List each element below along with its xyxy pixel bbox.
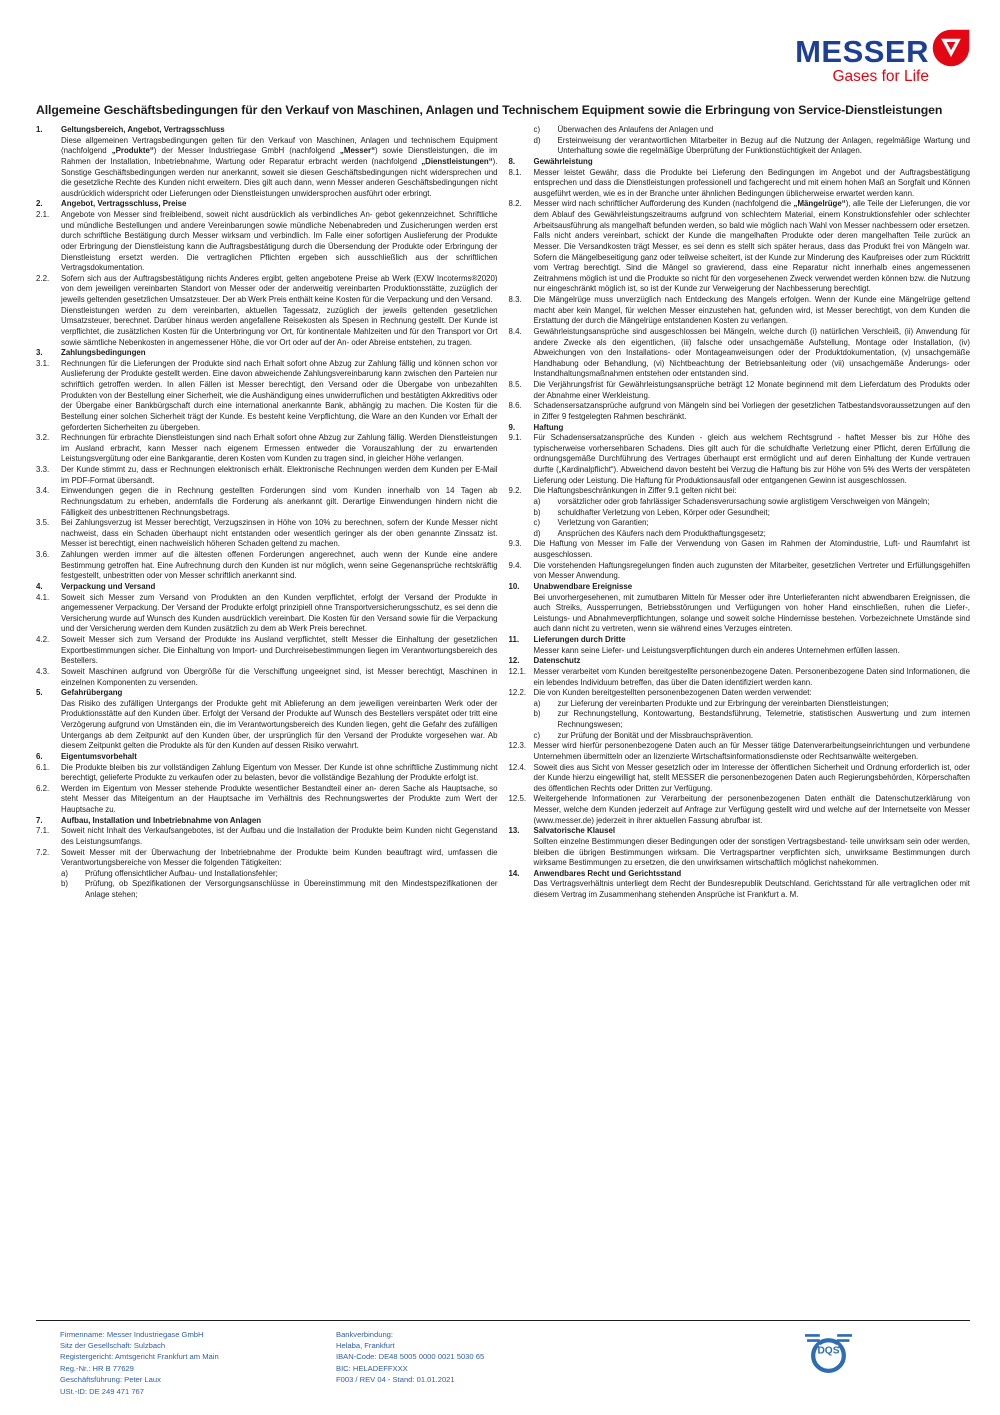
clause-block	[509, 731, 971, 742]
clause-block	[509, 826, 971, 837]
clause-text: Haftung	[533, 422, 564, 432]
clause-number: 2.2.	[36, 273, 50, 283]
clause-number: d)	[533, 135, 541, 145]
clause-text: Zahlungen werden immer auf die ältesten offenen Forderungen angerechnet, auch wenn der Kunde eine andere Bestimmung getroffen hat. Eine Aufrechnung durch den Kunden ist nur möglich, wenn seine Gegenansprüche rechtskräftig festgestellt, unbestritten oder von Messer schriftlich anerkannt sind.	[61, 550, 498, 581]
footer-company-line: Geschäftsführung: Peter Laux	[60, 1375, 161, 1385]
clause-number: 2.	[36, 199, 43, 209]
footer-company-line: Firmenname: Messer Industriegase GmbH	[60, 1329, 204, 1339]
clause-number: 9.3.	[508, 539, 522, 549]
clause-block	[509, 157, 971, 168]
clause-block	[509, 295, 971, 327]
clause-text: Die Mängelrüge muss unverzüglich nach Entdeckung des Mangels erfolgen. Wenn der Kunde eine Mängelrüge geltend macht aber kein Mangel, für welchen Messer einzustehen hat, gefunden wird, ist Messer berechtigt, von dem Kunden die Erstattung der durch die Mängelrüge entstandenen Kosten zu verlangen.	[533, 295, 970, 326]
clause-text: Diese allgemeinen Vertragsbedingungen gelten für den Verkauf von Maschinen, Anlagen und technischem Equipment (nachfolgend „Produkte“) der Messer Industriegase GmbH (nachfolgend „Messer“) sowie Dienstleistungen, die im Rahmen der Installation, Inbetriebnahme, Wartung oder Reparatur erbracht werden (nachfolgend „Dienstleistungen“). Sonstige Geschäftsbedingungen werden nur anerkannt, soweit sie diesen Geschäftsbedingungen nicht widersprechen und die gesetzliche Rechte des Kunden nicht erweitern. Dies gilt auch dann, wenn Messer anderen Geschäftsbedingungen nicht ausdrücklich widerspricht oder Lieferungen oder Dienstleistungen unwidersprochen ausführt oder erbringt.	[61, 135, 498, 198]
clause-text: Das Vertragsverhältnis unterliegt dem Recht der Bundesrepublik Deutschland. Gerichtsstand für alle vertraglichen oder mit diesem Vertrag im Zusammenhang stehenden Ansprüche ist Frankfurt a. M.	[533, 879, 970, 899]
clause-text: Messer leistet Gewähr, dass die Produkte bei Lieferung den Bedingungen im Angebot und der Auftragsbestätigung entsprechen und dass die Dienstleistungen professionell und fachgerecht und mit einem hohen Maß an Sorgfalt und Können ausgeführt werden, wie es in der Branche unter ähnlichen Bedingungen üblicherweise erwartet werden kann.	[533, 167, 970, 198]
clause-number: 13.	[508, 826, 520, 836]
clause-block	[36, 763, 498, 784]
clause-number: 9.2.	[508, 486, 522, 496]
clause-text: Soweit dies aus Sicht von Messer gesetzlich oder im Interesse der öffentlichen Sicherheit und Ordnung erforderlich ist, oder der Kunde hierzu eingewilligt hat, stellt MESSER die personenbezogenen Daten auch Regierungsbehörden, Körperschaften des öffentlichen Rechts oder Dritten zur Verfügung.	[533, 762, 970, 793]
footer-bank-line: IBAN-Code: DE48 5005 0000 0021 5030 65	[336, 1352, 485, 1362]
clause-block	[36, 306, 498, 349]
clause-text: Dienstleistungen werden zu dem vereinbarten, aktuellen Tagessatz, zuzüglich der jeweils geltenden gesetzlichen Umsatzsteuer, berechnet. Darüber hinaus werden angefallene Reisekosten als Spesen in Rechnung gestellt. Der Kunde ist verpflichtet, die zusätzlichen Kosten für die Unterbringung vor Ort, für kontinentale Mahlzeiten und für den Transport vor Ort sowie sämtliche Nebenkosten in angemessener Höhe, die vor Ort oder auf der An- oder Abreise entstehen, zu tragen.	[61, 305, 498, 347]
clause-block	[509, 497, 971, 508]
clause-block	[36, 274, 498, 306]
footer-bank-line: F003 / REV 04 - Stand: 01.01.2021	[336, 1375, 455, 1385]
clause-block	[36, 486, 498, 518]
clause-number: 3.5.	[36, 518, 50, 528]
clause-text: Salvatorische Klausel	[533, 826, 616, 836]
dqs-certification-seal-icon	[805, 1329, 852, 1376]
clause-number: 3.4.	[36, 486, 50, 496]
clause-number: a)	[533, 496, 541, 506]
clause-block	[36, 582, 498, 593]
clause-text: Rechnungen für erbrachte Dienstleistungen sind nach Erhalt sofort ohne Abzug zur Zahlung fällig. Werden Dienstleistungen im Ausland erbracht, kann Messer nach eigenem Ermessen entweder die Vorauszahlung der zu erwartenden Leistungsvergütung oder eine Bankgarantie, deren Kosten vom Kunden zu tragen sind, in gleicher Höhe verlangen.	[61, 433, 498, 464]
clause-text: Der Kunde stimmt zu, dass er Rechnungen elektronisch erhält. Elektronische Rechnungen werden dem Kunden per E-Mail im PDF-Format übersandt.	[61, 465, 498, 485]
clause-text: Messer kann seine Liefer- und Leistungsverpflichtungen durch ein anderes Unternehmen erfüllen lassen.	[533, 645, 900, 655]
clause-text: Bei unvorhergesehenen, mit zumutbaren Mitteln für Messer oder ihre Unterlieferanten nicht abwendbaren Ereignissen, die auch Streiks, Aussperrungen, Betriebsstörungen und Verfügungen von hoher Hand einschließen, ruhen die Liefer-, Leistungs- und Abnahmeverpflichtungen, solange und soweit solche Hindernisse bestehen. Vorbezeichnete Umstände sind auch dann nicht zu vertreten, wenn sie während eines Verzuges eintreten.	[533, 592, 970, 634]
clause-block	[509, 709, 971, 730]
clause-number: 10.	[508, 581, 520, 591]
clause-block	[509, 518, 971, 529]
document-body	[36, 125, 970, 1320]
clause-block	[36, 465, 498, 486]
clause-number: 4.3.	[36, 666, 50, 676]
clause-text: Bei Zahlungsverzug ist Messer berechtigt, Verzugszinsen in Höhe von 10% zu berechnen, sofern der Kunde Messer nicht nachweist, dass ein Schaden überhaupt nicht entstanden oder wesentlich geringer als der oben genannte Zinssatz ist. Messer ist berechtigt, einen nachweislich höheren Schaden geltend zu machen.	[61, 518, 498, 549]
page-footer	[36, 1320, 970, 1397]
clause-number: a)	[61, 868, 69, 878]
clause-block	[509, 688, 971, 699]
clause-block	[509, 199, 971, 295]
footer-company-info	[60, 1329, 336, 1397]
clause-number: 8.6.	[508, 401, 522, 411]
clause-number: 12.4.	[508, 762, 527, 772]
clause-number: 4.1.	[36, 592, 50, 602]
clause-text: Datenschutz	[533, 656, 581, 666]
clause-text: Gewährleistungsansprüche sind ausgeschlossen bei Mängeln, welche durch (i) natürlichen Verschleiß, (ii) Anwendung für andere Zwecke als den eigentlichen, (iii) falsche oder unsachgemäße Aufstellung, Montage oder Installation, (iv) Abweichungen von den Installations- oder Montageanweisungen oder der Produktdokumentation, (v) unsachgemäße Handhabung oder Behandlung, (vi) Nichtbeachtung der Betriebsanleitung oder (vii) unsachgemäße Änderungs- oder Instandhaltungsmaßnahmen entstehen oder entstanden sind.	[533, 326, 970, 379]
clause-number: 8.5.	[508, 380, 522, 389]
clause-text: Werden im Eigentum von Messer stehende Produkte wesentlicher Bestandteil einer an- deren Sache als Hauptsache, so steht Messer das Miteigentum an der Hauptsache im Verhältnis des Rechnungswertes der Produkte zum Wert der Hauptsache zu.	[61, 783, 498, 814]
clause-block	[509, 561, 971, 582]
clause-block	[36, 518, 498, 550]
clause-block	[509, 879, 971, 900]
clause-text: Weitergehende Informationen zur Verarbeitung der personenbezogenen Daten enthält die Datenschutzerklärung von Messer, welche dem Kunden jederzeit auf Anfrage zur Verfügung gestellt wird und welche auf der Internetseite von Messer (www.messer.de) jederzeit in ihrer aktuellen Fassung abrufbar ist.	[533, 794, 970, 825]
messer-triangle-emblem-icon	[932, 29, 970, 67]
clause-number: 12.3.	[508, 741, 527, 751]
clause-block	[509, 869, 971, 880]
clause-block	[36, 210, 498, 274]
clause-number: d)	[533, 528, 541, 538]
clause-text: Angebote von Messer sind freibleibend, soweit nicht ausdrücklich als verbindliches An- gebot gekennzeichnet. Schriftliche und mündliche Bestellungen und andere Vereinbarungen sowie mündliche Nebenabreden und Zusicherungen werden erst durch schriftliche Bestätigung durch Messer wirksam und verbindlich. Im Falle einer sofortigen Auslieferung der Produkte oder Erbringung der Dienstleistung kann die Auftragsbestätigung durch die Übersendung der Produkte oder Erbringung der Dienstleistung ersetzt werden. Die vertraglichen Pflichten ergeben sich ausschließlich aus der schriftlichen Vertragsdokumentation.	[61, 210, 498, 273]
clause-block	[36, 699, 498, 752]
clause-text: Anwendbares Recht und Gerichtsstand	[533, 868, 682, 878]
clause-block	[509, 699, 971, 710]
clause-text: Prüfung offensichtlicher Aufbau- und Installationsfehler;	[85, 868, 278, 878]
clause-number: 12.5.	[508, 794, 527, 804]
clause-text: Sollten einzelne Bestimmungen dieser Bedingungen oder der sonstigen Vertragsbestand- teile unwirksam sein oder werden, bleiben die übrigen Bestimmungen wirksam. Die Vertragspartner verpflichten sich, unwirksame Bestimmungen durch wirksame Bestimmungen zu ersetzen, die den unwirksamen wirtschaftlich möglichst nahekommen.	[533, 836, 970, 868]
clause-text: Prüfung, ob Spezifikationen der Versorgungsanschlüsse in Übereinstimmung mit den Mindestspezifikationen der Anlage stehen;	[85, 879, 498, 899]
clause-number: 6.1.	[36, 762, 50, 772]
messer-logo-tagline: Gases for Life	[832, 68, 929, 85]
clause-text: Überwachen des Anlaufens der Anlagen und	[557, 125, 714, 134]
clause-text: Die Verjährungsfrist für Gewährleistungsansprüche beträgt 12 Monate beginnend mit dem Lieferdatum des Produkts oder der Abnahme einer Werkleistung.	[533, 380, 970, 400]
clause-number: 5.	[36, 688, 43, 698]
clause-block	[36, 816, 498, 827]
clause-block	[36, 433, 498, 465]
svg-text:DQS: DQS	[817, 1345, 840, 1357]
clause-text: Angebot, Vertragsschluss, Preise	[61, 199, 187, 209]
footer-bank-info	[336, 1329, 484, 1397]
clause-number: 12.	[508, 656, 520, 666]
clause-block	[509, 667, 971, 688]
clause-block	[509, 593, 971, 636]
clause-text: Gewährleistung	[533, 156, 593, 166]
footer-bank-line: BIC: HELADEFFXXX	[336, 1363, 408, 1373]
clause-number: 7.2.	[36, 847, 50, 857]
clause-block	[509, 646, 971, 657]
clause-text: zur Lieferung der vereinbarten Produkte und zur Erbringung der vereinbarten Dienstleistungen;	[557, 698, 889, 708]
clause-block	[509, 539, 971, 560]
clause-block	[509, 763, 971, 795]
footer-company-line: Sitz der Gesellschaft: Sulzbach	[60, 1341, 166, 1351]
clause-text: Sofern sich aus der Auftragsbestätigung nichts Anderes ergibt, gelten angebotene Preise ab Werk (EXW Incoterms®2020) von dem jeweiligen vereinbarten Standort von Messer oder der anderweitig vereinbarten Produktionsstätte, zuzüglich der jeweils geltenden gesetzlichen Umsatzsteuer. Der ab Werk Preis enthält keine Kosten für die Verpackung und den Versand.	[61, 273, 498, 304]
clause-number: b)	[533, 507, 541, 517]
clause-block	[509, 433, 971, 486]
clause-number: 6.2.	[36, 783, 50, 793]
footer-bank-line: Helaba, Frankfurt	[336, 1341, 395, 1351]
clause-text: Soweit Messer mit der Überwachung der Inbetriebnahme der Produkte beim Kunden beauftragt wird, umfassen die Verantwortungsbereiche von Messer die folgenden Tätigkeiten:	[61, 847, 498, 868]
clause-block	[36, 199, 498, 210]
clause-number: 8.	[508, 156, 516, 166]
clause-block	[509, 741, 971, 762]
clause-text: Aufbau, Installation und Inbetriebnahme von Anlagen	[61, 815, 262, 825]
clause-block	[509, 380, 971, 401]
clause-block	[36, 752, 498, 763]
clause-number: b)	[533, 709, 541, 719]
clause-number: 8.3.	[508, 295, 522, 304]
clause-text: Rechnungen für die Lieferungen der Produkte sind nach Erhalt sofort ohne Abzug zur Zahlung fällig und können schon vor Auslieferung der Produkte gestellt werden. Eine davon abweichende Zahlungsvereinbarung kann zwischen den Parteien nur schriftlich getroffen werden. In allen Fällen ist Messer berechtigt, den Versand oder die Übergabe von unbezahlten Produkten von der Bestellung einer Sicherheit, wie die Aushändigung eines unwiderruflichen und bestätigten Akkreditivs oder der Übergabe einer Bankbürgschaft durch eine international anerkannte Bank, abhängig zu machen. Die Kosten für die Bestellung einer solchen Sicherheit trägt der Kunde. Es besteht keine Verpflichtung, die Ware an den Kunden vor Erhalt der geforderten Sicherheiten zu übergeben.	[61, 358, 498, 432]
clause-text: Die Haftung von Messer im Falle der Verwendung von Gasen im Rahmen der Atomindustrie, Luft- und Raumfahrt ist ausgeschlossen.	[533, 539, 970, 559]
clause-block	[509, 401, 971, 422]
clause-text: Verpackung und Versand	[61, 581, 156, 591]
messer-logo	[795, 36, 970, 94]
clause-number: 14.	[508, 868, 520, 878]
clause-number: 3.1.	[36, 358, 50, 368]
clause-block	[36, 688, 498, 699]
clause-block	[36, 784, 498, 816]
clause-number: 9.1.	[508, 433, 522, 443]
clause-block	[36, 869, 498, 880]
clause-block	[36, 879, 498, 900]
clause-text: vorsätzlicher oder grob fahrlässiger Schadensverursachung sowie arglistigem Verschweigen von Mängeln;	[557, 496, 930, 506]
clause-number: 3.	[36, 348, 43, 358]
clause-text: Die Haftungsbeschränkungen in Ziffer 9.1 gelten nicht bei:	[533, 486, 737, 496]
clause-number: 8.2.	[508, 199, 522, 209]
right-column	[509, 125, 971, 901]
clause-number: 7.	[36, 815, 43, 825]
clause-block	[36, 667, 498, 688]
clause-text: Gefahrübergang	[61, 688, 123, 698]
clause-block	[36, 635, 498, 667]
clause-block	[509, 486, 971, 497]
messer-logo-wordmark: MESSER	[795, 34, 929, 69]
clause-block	[509, 423, 971, 434]
clause-number: 4.2.	[36, 635, 50, 644]
left-column	[36, 125, 498, 901]
clause-number: c)	[533, 518, 541, 528]
clause-number: c)	[533, 125, 541, 134]
clause-text: Lieferungen durch Dritte	[533, 635, 626, 644]
clause-number: 11.	[508, 635, 520, 644]
footer-bank-line: Bankverbindung:	[336, 1329, 393, 1339]
clause-text: Für Schadensersatzansprüche des Kunden - gleich aus welchem Rechtsgrund - haftet Messer bis zur Höhe des typischerweise vorhersehbaren Schadens. Dies gilt auch für die schuldhafte Verletzung einer Pflicht, deren Erfüllung die ordnungsgemäße Durchführung des Vertrages überhaupt erst ermöglicht und auf deren Einhaltung der Kunde vertrauen durfte („Kardinalpflicht“). Abweichend davon besteht bei Verzug die Haftung bis zur Höhe von 5% des Werts der verspäteten Lieferung oder Leistung. Die Haftung für Produktionsausfall oder entgangenen Gewinn ist ausgeschlossen.	[533, 433, 970, 485]
clause-text: Soweit nicht Inhalt des Verkaufsangebotes, ist der Aufbau und die Installation der Produkte beim Kunden nicht Gegenstand des Leistungsumfangs.	[61, 826, 498, 846]
clause-number: 3.3.	[36, 465, 50, 474]
page-header	[36, 36, 970, 94]
clause-text: schuldhafter Verletzung von Leben, Körper oder Gesundheit;	[557, 507, 770, 517]
clause-number: 6.	[36, 751, 43, 761]
clause-block	[36, 550, 498, 582]
clause-block	[509, 508, 971, 519]
clause-text: Die vorstehenden Haftungsregelungen finden auch zugunsten der Mitarbeiter, gesetzlichen Vertreter und Erfüllungsgehilfen von Messer Anwendung.	[533, 560, 970, 581]
clause-text: Ersteinweisung der verantwortlichen Mitarbeiter in Bezug auf die Nutzung der Anlagen, regelmäßige Wartung und Unterhaltung sowie die regelmäßige Überprüfung der Funktionstüchtigkeit der Anlagen.	[557, 135, 970, 156]
clause-number: 9.4.	[508, 560, 522, 570]
clause-text: Messer verarbeitet vom Kunden bereitgestellte personenbezogene Daten. Personenbezogene Daten sind Informationen, die ein lebendes Individuum betreffen, das über die Daten identifiziert werden kann.	[533, 666, 970, 687]
clause-text: Unabwendbare Ereignisse	[533, 581, 633, 591]
clause-block	[509, 136, 971, 157]
clause-number: 8.1.	[508, 167, 522, 177]
clause-block	[509, 582, 971, 593]
clause-block	[509, 125, 971, 136]
clause-text: Soweit sich Messer zum Versand von Produkten an den Kunden verpflichtet, erfolgt der Versand der Produkte in angemessener Verpackung. Der Versand der Produkte erfolgt prinzipiell ohne Transportversicherungsschutz, es sei denn die Versicherung wurde auf Wunsch des Kunden ausdrücklich vereinbart. Die Kosten für den Versand sowie für die Verpackung und der Versicherung werden dem Kunden zusätzlich zu dem ab Werk Preis berechnet.	[61, 592, 498, 634]
clause-block	[36, 125, 498, 136]
clause-number: 2.1.	[36, 210, 50, 219]
document-title: Allgemeine Geschäftsbedingungen für den Verkauf von Maschinen, Anlagen und Technischem Equipment sowie die Erbringung von Service-Dienstleistungen	[36, 103, 943, 117]
clause-block	[36, 848, 498, 869]
clause-text: Soweit Maschinen aufgrund von Übergröße für die Verschiffung ungeeignet sind, ist Messer berechtigt, Maschinen in einzelnen Komponenten zu versenden.	[61, 666, 498, 687]
clause-block	[509, 327, 971, 380]
clause-text: Messer wird hierfür personenbezogene Daten auch an für Messer tätige Datenverarbeitungseinrichtungen und verbundene Unternehmen übermitteln oder an lizenzierte Wirtschaftsinformationsdienste oder Rechtsanwälte weitergeben.	[533, 741, 970, 761]
clause-block	[509, 837, 971, 869]
clause-block	[36, 348, 498, 359]
clause-text: Die von Kunden bereitgestellten personenbezogenen Daten werden verwendet:	[533, 688, 812, 698]
clause-block	[509, 635, 971, 646]
footer-divider	[36, 1320, 970, 1321]
clause-block	[509, 656, 971, 667]
clause-text: Eigentumsvorbehalt	[61, 751, 137, 761]
clause-text: Einwendungen gegen die in Rechnung gestellten Forderungen sind vom Kunden innerhalb von 14 Tagen ab Rechnungsdatum zu erheben, andernfalls die Forderung als anerkannt gilt. Derartige Einwendungen hindern nicht die Fälligkeit des unbestrittenen Rechnungsbetrags.	[61, 486, 498, 517]
clause-text: zur Prüfung der Bonität und der Missbrauchsprävention.	[557, 730, 754, 740]
clause-text: Ansprüchen des Käufers nach dem Produkthaftungsgesetz;	[557, 528, 766, 538]
footer-company-line: USt.-ID: DE 249 471 767	[60, 1386, 144, 1396]
clause-number: 3.6.	[36, 550, 50, 559]
clause-block	[36, 136, 498, 200]
clause-block	[509, 168, 971, 200]
clause-text: Zahlungsbedingungen	[61, 348, 146, 358]
clause-text: Schadensersatzansprüche aufgrund von Mängeln sind bei Vorliegen der gesetzlichen Tatbestandsvoraussetzungen auf den in Ziffer 9 festgelegten Rahmen beschränkt.	[533, 401, 970, 421]
clause-text: Verletzung von Garantien;	[557, 518, 649, 528]
footer-company-line: Reg.-Nr.: HR B 77629	[60, 1363, 134, 1373]
clause-number: 3.2.	[36, 433, 50, 443]
clause-text: Das Risiko des zufälligen Untergangs der Produkte geht mit Ablieferung an dem jeweiligen vereinbarten Werk oder der Produktionsstätte auf den Kunden über. Erfolgt der Versand der Produkte auf Wunsch des Bestellers verspätet oder tritt eine Verzögerung aufgrund von Umständen ein, die im Verantwortungsbereich des Kunden liegen, geht die Gefahr des zufälligen Untergangs ab dem Zeitpunkt auf den Kunden über, der ursprünglich für den Versand der Produkte vorgesehen war. Ab diesem Zeitpunkt gelten die Produkte als für den Kunden auf dessen Risiko verwahrt.	[61, 698, 498, 751]
clause-block	[36, 826, 498, 847]
clause-text: Geltungsbereich, Angebot, Vertragsschluss	[61, 125, 225, 134]
clause-block	[36, 593, 498, 636]
clause-number: 12.2.	[508, 688, 527, 698]
clause-number: 1.	[36, 125, 43, 134]
clause-text: Soweit Messer sich zum Versand der Produkte ins Ausland verpflichtet, stellt Messer die Einhaltung der gesetzlichen Exportbestimmungen sicher. Die Einhaltung von Import- und Durchreisebestimmungen liegen im Verantwortungsbereich des Bestellers.	[61, 635, 498, 666]
footer-company-line: Registergericht: Amtsgericht Frankfurt am Main	[60, 1352, 219, 1362]
clause-number: 7.1.	[36, 826, 50, 836]
clause-number: b)	[61, 879, 69, 889]
clause-number: 4.	[36, 581, 43, 591]
clause-text: Messer wird nach schriftlicher Aufforderung des Kunden (nachfolgend die „Mängelrüge“), alle Teile der Lieferungen, die vor dem Ablauf des Gewährleistungszeitraums aufgrund von schlechtem Material, einem Konstruktionsfehler oder schlechter Arbeitsausführung als mangelhaft befunden werden, so bald wie möglich nach Wahl von Messer nachbessern oder ersetzen. Falls nicht anders vereinbart, schickt der Kunde die mangelhaften Produkte oder deren mangelhaften Teile zurück an Messer. Die Versandkosten trägt Messer, es sei denn es stellt sich später heraus, dass das Produkt frei von Mängeln war. Sofern die Mängelbeseitigung ganz oder teilweise scheitert, ist der Kunde zur Minderung des Kaufpreises oder zum Rücktritt vom Vertrag berechtigt. Sind die Mängel so gravierend, dass eine Reparatur nicht innerhalb eines angemessenen Zeitrahmens möglich ist und die Produkte so nicht für den vorgesehenen Zweck verwendet werden können bzw. die Nutzung nur eingeschränkt möglich ist, so ist der Kunde zur Verweigerung der Nachbesserung berechtigt.	[533, 199, 970, 294]
clause-number: c)	[533, 730, 541, 740]
clause-block	[509, 529, 971, 540]
clause-number: 8.4.	[508, 326, 522, 336]
clause-block	[509, 794, 971, 826]
clause-number: a)	[533, 698, 541, 708]
clause-text: Die Produkte bleiben bis zur vollständigen Zahlung Eigentum von Messer. Der Kunde ist ohne schriftliche Zustimmung nicht berechtigt, gelieferte Produkte zu verkaufen oder zu belasten, bevor die vollständige Bezahlung der Produkte erfolgt ist.	[61, 762, 498, 783]
clause-block	[36, 359, 498, 433]
clause-number: 12.1.	[508, 666, 527, 676]
clause-number: 9.	[508, 422, 516, 432]
clause-text: zur Rechnungstellung, Kontowartung, Bestandsführung, Telemetrie, statistischen Auswertung und zum internen Rechnungswesen;	[557, 709, 970, 729]
